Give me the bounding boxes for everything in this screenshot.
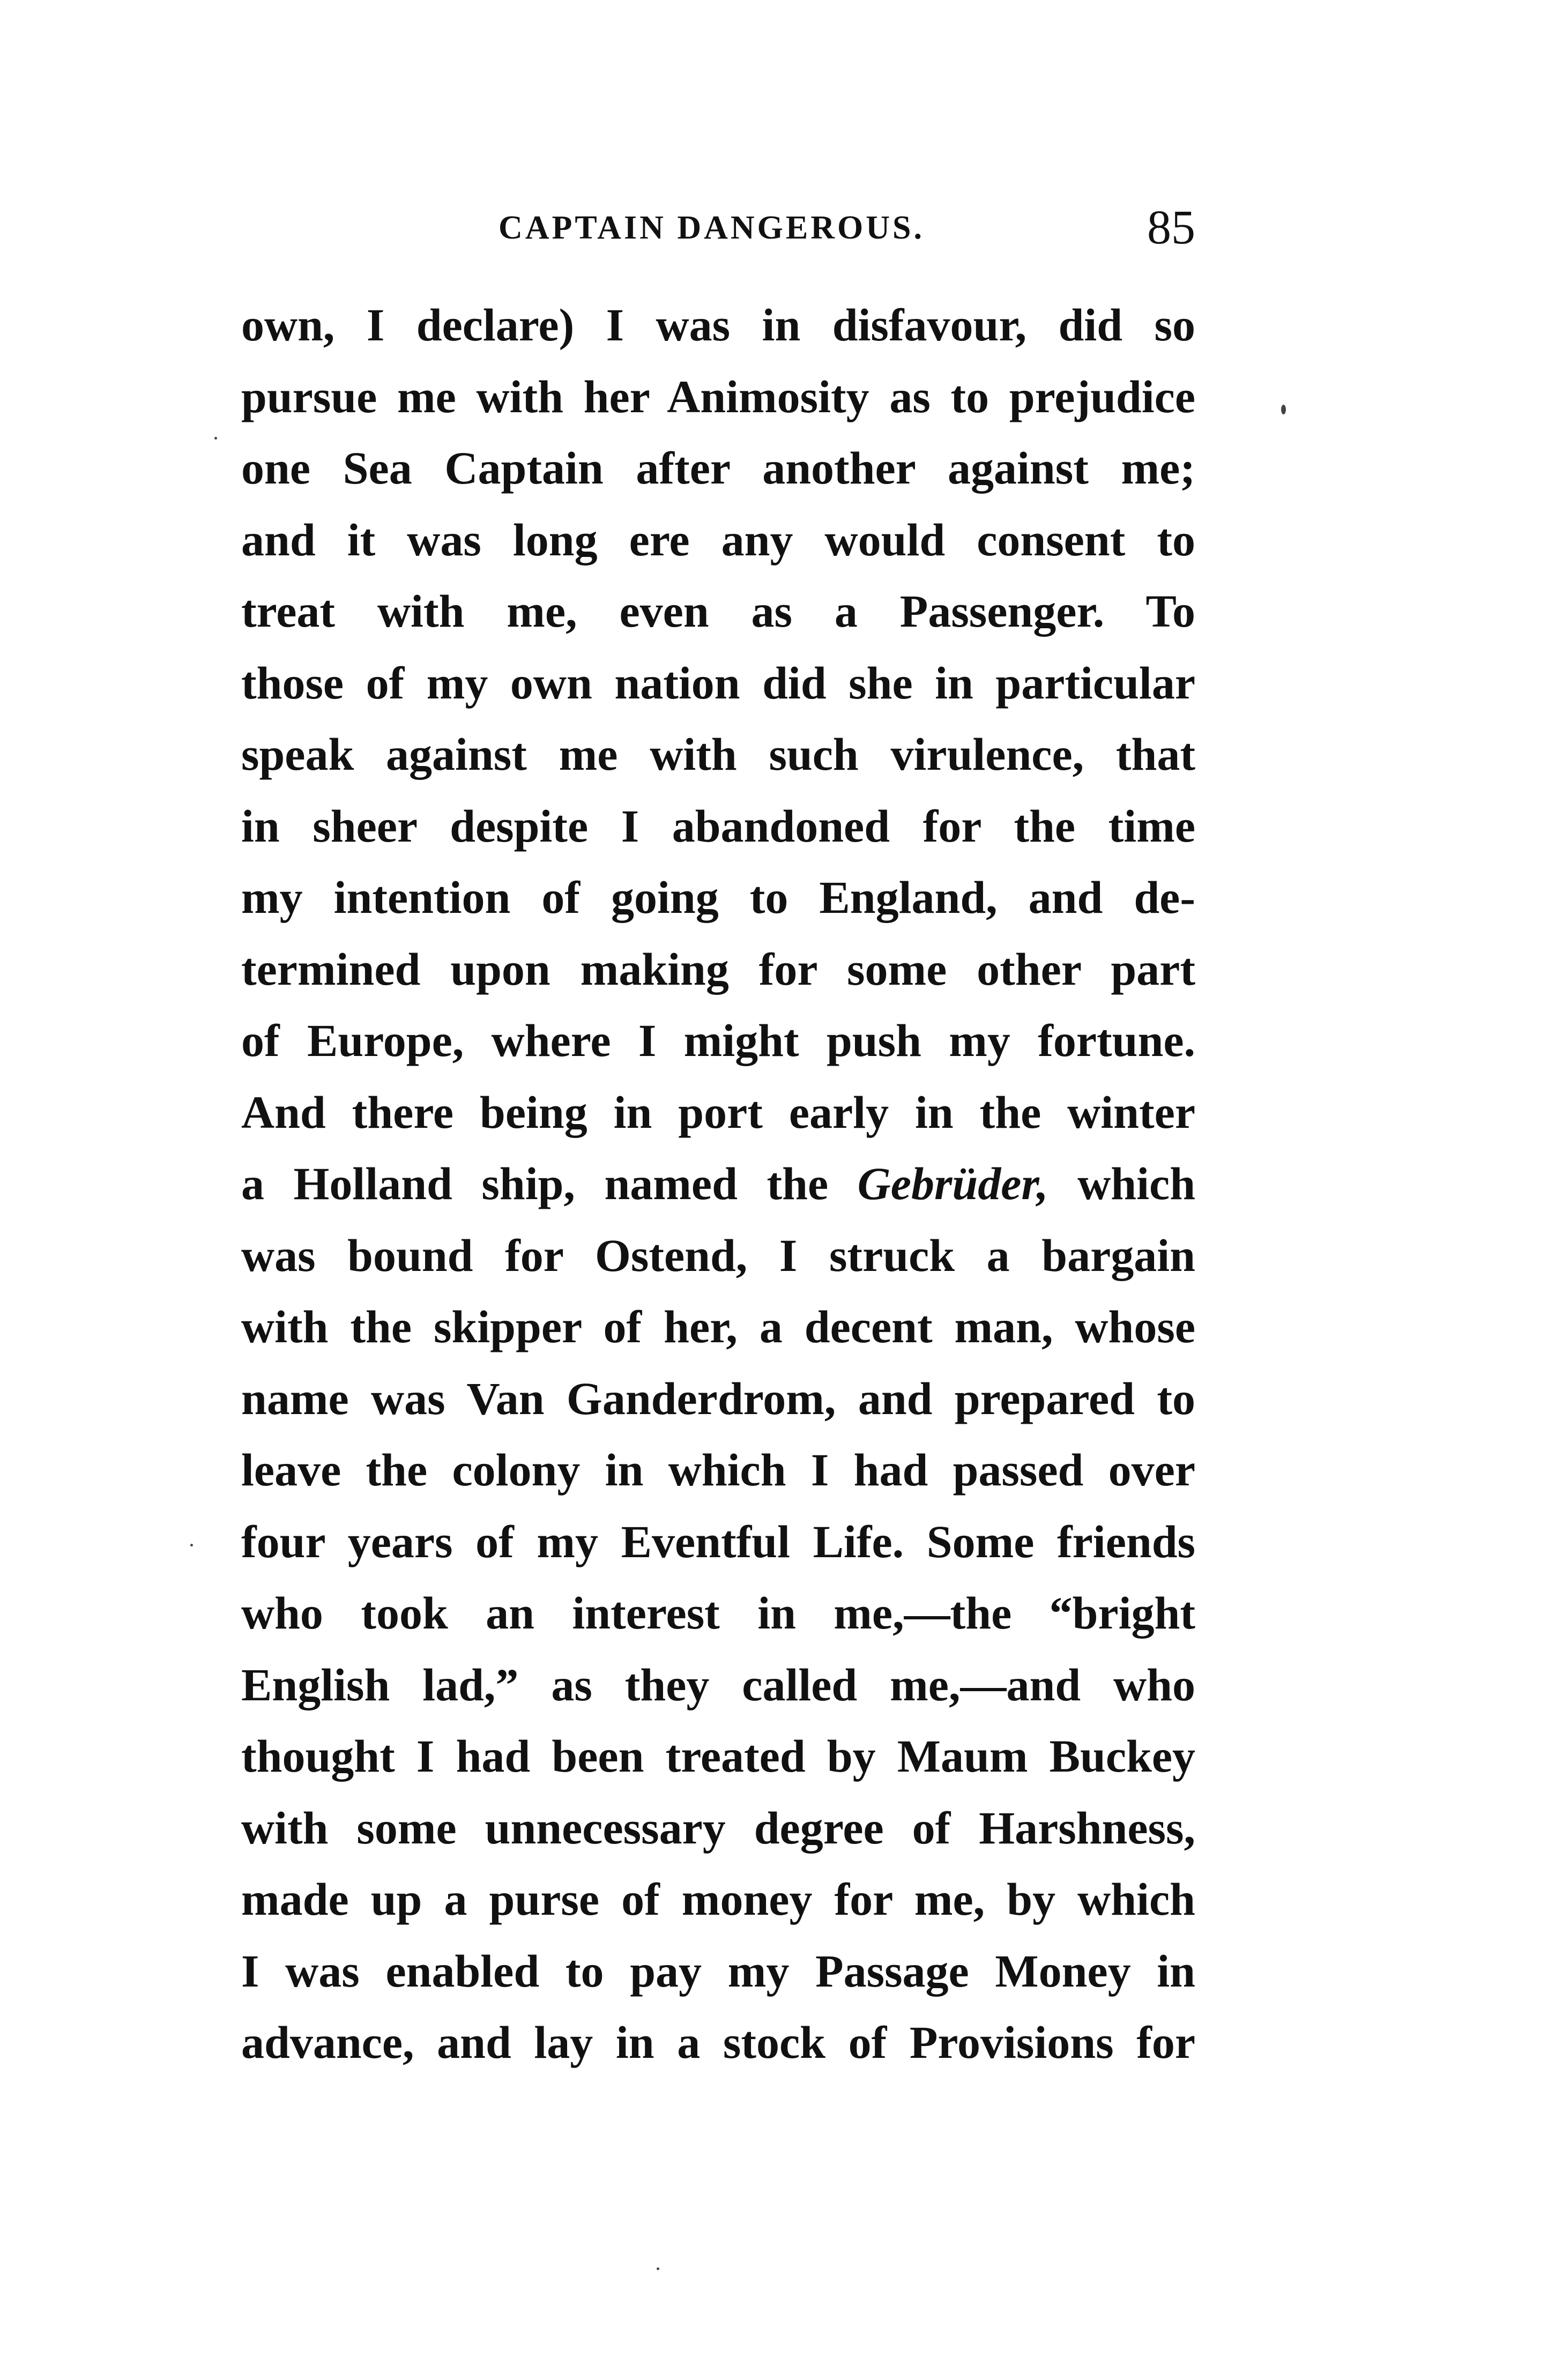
text-line: name was Van Ganderdrom, and prepared to	[241, 1372, 1195, 1424]
text-line: leave the colony in which I had passed over	[241, 1444, 1195, 1496]
text-line: with some unnecessary degree of Harshness,	[241, 1802, 1195, 1854]
text-line: speak against me with such virulence, that	[241, 728, 1195, 780]
text-line: own, I declare) I was in disfavour, did so	[241, 299, 1195, 351]
text-line: those of my own nation did she in particular	[241, 657, 1195, 709]
text-line: I was enabled to pay my Passage Money in	[241, 1945, 1195, 1997]
text-line: one Sea Captain after another against me;	[241, 442, 1195, 494]
text-fragment: a Holland ship, named the	[241, 1158, 829, 1209]
scan-speck	[190, 1544, 193, 1546]
text-line: four years of my Eventful Life. Some friends	[241, 1515, 1195, 1567]
running-title: CAPTAIN DANGEROUS.	[499, 210, 925, 246]
text-fragment: which	[1077, 1158, 1196, 1209]
text-line: English lad,” as they called me,—and who	[241, 1658, 1195, 1710]
text-line-ship	[241, 1148, 1195, 1220]
ship-name: Gebrüder,	[857, 1158, 1048, 1209]
text-line: my intention of going to England, and de-	[241, 872, 1195, 923]
text-line: made up a purse of money for me, by which	[241, 1873, 1195, 1925]
text-line: who took an interest in me,—the “bright	[241, 1587, 1195, 1639]
scan-speck	[1281, 405, 1286, 414]
text-line: And there being in port early in the winter	[241, 1086, 1195, 1138]
text-line: was bound for Ostend, I struck a bargain	[241, 1229, 1195, 1281]
body-text	[241, 289, 1195, 2079]
page-number: 85	[1147, 201, 1195, 254]
scan-speck	[214, 437, 217, 440]
text-line: thought I had been treated by Maum Buckey	[241, 1730, 1195, 1782]
text-line: in sheer despite I abandoned for the time	[241, 800, 1195, 852]
text-line: of Europe, where I might push my fortune.	[241, 1015, 1195, 1066]
text-line: with the skipper of her, a decent man, whose	[241, 1301, 1195, 1352]
text-line: treat with me, even as a Passenger. To	[241, 585, 1195, 637]
page-header	[241, 198, 1195, 257]
scan-speck	[657, 2267, 659, 2270]
text-line: pursue me with her Animosity as to prejudice	[241, 370, 1195, 422]
text-line: termined upon making for some other part	[241, 943, 1195, 995]
text-line: advance, and lay in a stock of Provisions for	[241, 2017, 1195, 2068]
text-line: and it was long ere any would consent to	[241, 514, 1195, 566]
